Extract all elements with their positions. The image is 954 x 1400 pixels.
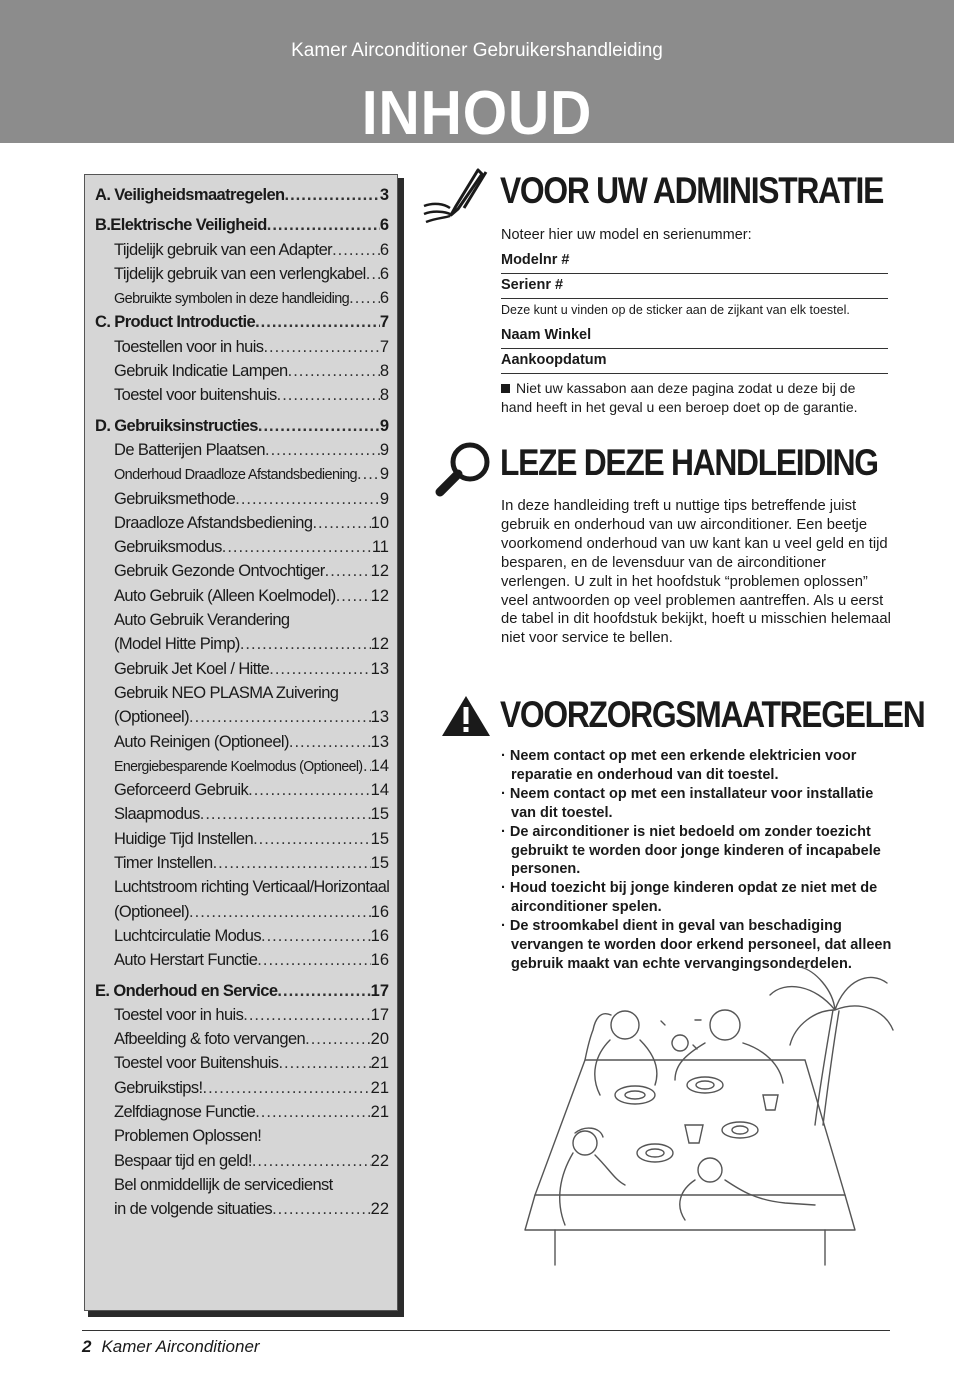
toc-leader-dots: [278, 1051, 370, 1075]
toc-entry-label: Bespaar tijd en geld!: [114, 1151, 252, 1170]
toc-page-number: 9: [379, 489, 389, 508]
toc-leader-dots: [252, 1149, 371, 1173]
toc-page-number: 8: [379, 386, 389, 405]
toc-entry-row: [95, 657, 389, 681]
toc-page-number: 12: [370, 635, 389, 654]
purchase-date-field[interactable]: Aankoopdatum: [501, 348, 888, 374]
toc-leader-dots: [267, 213, 380, 237]
toc-entry-row: [95, 778, 389, 802]
toc-entry-label: Luchtstroom richting Verticaal/Horizontaal: [114, 878, 389, 897]
toc-page-number: 16: [370, 926, 389, 945]
toc-leader-dots: [289, 730, 371, 754]
toc-page-number: 13: [370, 732, 389, 751]
toc-page-number: 11: [371, 538, 389, 557]
toc-page-number: 17: [370, 981, 389, 1000]
toc-entry-row: [95, 383, 389, 407]
footer-text: Kamer Airconditioner: [101, 1337, 260, 1356]
precaution-item: · Neem contact op met een installateur voor installatie van dit toestel.: [501, 785, 893, 823]
toc-entry-row: [95, 900, 389, 924]
toc-leader-dots: [277, 979, 370, 1003]
header-subtitle: Kamer Airconditioner Gebruikershandleiding: [291, 40, 663, 61]
toc-entry-label: Gebruiksmethode: [114, 489, 236, 508]
toc-entry-row: [95, 681, 389, 705]
toc-entry-label: Tijdelijk gebruik van een Adapter: [114, 240, 333, 259]
toc-entry-row: [95, 1173, 389, 1197]
toc-entry-label: Luchtcirculatie Modus: [114, 926, 261, 945]
toc-leader-dots: [349, 286, 380, 310]
toc-page-number: 20: [370, 1030, 389, 1049]
toc-page-number: 22: [370, 1151, 389, 1170]
toc-entry-label: Zelfdiagnose Functie: [114, 1102, 256, 1121]
toc-page-number: 6: [379, 289, 389, 308]
toc-entry-row: [95, 335, 389, 359]
toc-leader-dots: [332, 238, 380, 262]
page-title: INHOUD: [361, 79, 593, 148]
toc-entry-label: B.Elektrische Veiligheid: [95, 216, 267, 235]
receipt-note-text: Niet uw kassabon aan deze pagina zodat u deze bij de hand heeft in het geval u een beroep doet op de garantie.: [501, 380, 858, 415]
toc-list: [95, 183, 389, 1221]
toc-leader-dots: [253, 827, 371, 851]
toc-entry-row: [95, 730, 389, 754]
toc-page-number: 6: [379, 216, 389, 235]
toc-page-number: 16: [370, 951, 389, 970]
toc-entry-row: [95, 535, 389, 559]
toc-page-number: 13: [370, 708, 389, 727]
toc-page-number: 17: [370, 1005, 389, 1024]
toc-page-number: 16: [370, 902, 389, 921]
toc-page-number: 14: [370, 756, 389, 775]
toc-entry-label: Auto Herstart Functie: [114, 951, 258, 970]
toc-entry-label: Toestel voor in huis: [114, 1005, 244, 1024]
toc-leader-dots: [243, 1003, 370, 1027]
precaution-item: · De airconditioner is niet bedoeld om zonder toezicht gebruikt te worden door jonge kinderen of incapabele personen.: [501, 823, 893, 880]
toc-section-row: [95, 213, 389, 237]
toc-page-number: 7: [379, 313, 389, 332]
toc-leader-dots: [325, 559, 371, 583]
toc-entry-label: De Batterijen Plaatsen: [114, 440, 265, 459]
toc-leader-dots: [312, 511, 370, 535]
toc-entry-label: Gebruik Gezonde Ontvochtiger: [114, 562, 325, 581]
toc-leader-dots: [263, 335, 379, 359]
toc-leader-dots: [213, 851, 371, 875]
toc-page-number: 10: [370, 513, 389, 532]
warning-icon: [440, 694, 492, 738]
toc-leader-dots: [336, 584, 371, 608]
toc-entry-label: C. Product Introductie: [95, 313, 256, 332]
toc-entry-row: [95, 584, 389, 608]
toc-leader-dots: [257, 948, 370, 972]
square-bullet-icon: [501, 384, 510, 393]
toc-entry-label: D. Gebruiksinstructies: [95, 416, 258, 435]
toc-entry-label: Geforceerd Gebruik: [114, 781, 249, 800]
pen-icon: [420, 166, 492, 224]
toc-entry-row: [95, 1100, 389, 1124]
toc-entry-label: Gebruikte symbolen in deze handleiding: [114, 291, 350, 308]
picnic-illustration: [515, 965, 895, 1270]
read-title: LEZE DEZE HANDLEIDING: [500, 442, 878, 483]
toc-entry-row: [95, 705, 389, 729]
toc-entry-label: in de volgende situaties: [114, 1200, 273, 1219]
toc-page-number: 21: [370, 1102, 389, 1121]
toc-leader-dots: [305, 1027, 371, 1051]
toc-page-number: 15: [370, 805, 389, 824]
toc-page-number: 3: [379, 186, 389, 204]
toc-leader-dots: [277, 383, 380, 407]
toc-leader-dots: [200, 802, 371, 826]
toc-leader-dots: [255, 1100, 370, 1124]
toc-entry-row: [95, 948, 389, 972]
page-footer: [82, 1337, 260, 1357]
toc-page-number: 9: [379, 440, 389, 459]
toc-page-number: 9: [379, 416, 389, 435]
toc-entry-label: Tijdelijk gebruik van een verlengkabel: [114, 264, 366, 283]
toc-page-number: 12: [370, 586, 389, 605]
table-of-contents: [84, 174, 398, 1311]
toc-leader-dots: [240, 632, 371, 656]
footer-divider: [82, 1330, 890, 1331]
toc-leader-dots: [288, 359, 380, 383]
store-name-field[interactable]: Naam Winkel: [501, 323, 888, 349]
toc-entry-row: [95, 559, 389, 583]
read-body: In deze handleiding treft u nuttige tips betreffende juist gebruik en onderhoud van uw airconditioner. Een beetje voorkomend onderhoud van uw kant kan u veel geld en tijd besparen, en de levensduur van de airconditioner verlengen. U zult in het hoofdstuk “problemen oplossen” veel antwoorden op veel problemen aantreffen. Als u eerst de tabel in dit hoofdstuk bekijkt, hoeft u misschien helemaal niet voor service te bellen.: [501, 498, 891, 647]
toc-entry-label: E. Onderhoud en Service: [95, 981, 278, 1000]
receipt-note: [501, 379, 888, 417]
admin-title: VOOR UW ADMINISTRATIE: [500, 170, 884, 211]
toc-entry-label: Timer Instellen: [114, 854, 213, 873]
toc-entry-label: Onderhoud Draadloze Afstandsbediening: [114, 467, 358, 484]
toc-entry-row: [95, 238, 389, 262]
toc-entry-row: [95, 1076, 389, 1100]
toc-leader-dots: [248, 778, 371, 802]
page-number: 2: [82, 1337, 92, 1356]
toc-leader-dots: [255, 310, 380, 334]
toc-entry-label: Afbeelding & foto vervangen: [114, 1030, 306, 1049]
page-header: [0, 0, 954, 148]
precautions-title: VOORZORGSMAATREGELEN: [500, 694, 925, 735]
toc-entry-row: [95, 875, 389, 899]
toc-entry-label: Gebruik Indicatie Lampen: [114, 362, 288, 381]
toc-entry-label: (Optioneel): [114, 708, 190, 727]
toc-entry-row: [95, 262, 389, 286]
toc-entry-row: [95, 754, 389, 778]
toc-entry-label: Bel onmiddellijk de servicedienst: [114, 1175, 333, 1194]
toc-entry-label: Energiebesparende Koelmodus (Optioneel): [114, 758, 363, 775]
toc-entry-label: Toestel voor Buitenshuis: [114, 1054, 279, 1073]
toc-leader-dots: [272, 1197, 371, 1221]
toc-entry-row: [95, 487, 389, 511]
toc-section-row: [95, 183, 389, 207]
toc-entry-row: [95, 462, 389, 486]
toc-entry-row: [95, 1149, 389, 1173]
toc-entry-row: [95, 438, 389, 462]
admin-intro: Noteer hier uw model en serienummer:: [501, 227, 752, 243]
toc-page-number: 14: [370, 781, 389, 800]
toc-page-number: 6: [379, 240, 389, 259]
precautions-list: [501, 747, 893, 974]
toc-page-number: 21: [370, 1078, 389, 1097]
toc-page-number: 12: [370, 562, 389, 581]
toc-entry-label: Toestellen voor in huis: [114, 337, 264, 356]
toc-leader-dots: [222, 535, 372, 559]
toc-page-number: 15: [370, 854, 389, 873]
toc-leader-dots: [261, 924, 371, 948]
toc-leader-dots: [203, 1076, 371, 1100]
toc-entry-label: Auto Gebruik Verandering: [114, 611, 290, 630]
magnifier-icon: [434, 440, 494, 498]
toc-leader-dots: [269, 657, 370, 681]
toc-leader-dots: [189, 705, 371, 729]
toc-leader-dots: [357, 462, 380, 486]
toc-section-row: [95, 414, 389, 438]
toc-entry-label: Slaapmodus: [114, 805, 200, 824]
toc-page-number: 7: [379, 337, 389, 356]
precaution-item: · De stroomkabel dient in geval van beschadiging vervangen te worden door erkend personeel, dat alleen gebruik maakt van echte vervangingsonderdelen.: [501, 917, 893, 974]
toc-entry-row: [95, 359, 389, 383]
toc-leader-dots: [258, 414, 380, 438]
toc-entry-label: A. Veiligheidsmaatregelen: [95, 186, 285, 204]
toc-entry-label: Gebruik NEO PLASMA Zuivering: [114, 683, 339, 702]
toc-leader-dots: [363, 754, 371, 778]
toc-entry-row: [95, 802, 389, 826]
toc-entry-label: (Optioneel): [114, 902, 190, 921]
precaution-item: · Neem contact op met een erkende elektricien voor reparatie en onderhoud van dit toestel.: [501, 747, 893, 785]
toc-entry-row: [95, 1027, 389, 1051]
toc-entry-row: [95, 632, 389, 656]
toc-page-number: 6: [379, 264, 389, 283]
toc-entry-row: [95, 608, 389, 632]
toc-entry-label: Problemen Oplossen!: [114, 1127, 262, 1146]
toc-leader-dots: [189, 900, 371, 924]
toc-entry-row: [95, 924, 389, 948]
toc-section-row: [95, 310, 389, 334]
toc-page-number: 21: [370, 1054, 389, 1073]
toc-leader-dots: [366, 262, 380, 286]
model-number-field[interactable]: Modelnr #: [501, 248, 888, 274]
toc-entry-row: [95, 1003, 389, 1027]
toc-section-row: [95, 979, 389, 1003]
serial-number-field[interactable]: Serienr #: [501, 273, 888, 299]
toc-page-number: 15: [370, 829, 389, 848]
toc-entry-label: Gebruikstips!: [114, 1078, 203, 1097]
toc-entry-label: Draadloze Afstandsbediening: [114, 513, 313, 532]
toc-entry-label: Gebruiksmodus: [114, 538, 222, 557]
toc-entry-label: Gebruik Jet Koel / Hitte: [114, 659, 270, 678]
sticker-note: Deze kunt u vinden op de sticker aan de zijkant van elk toestel.: [501, 303, 850, 317]
toc-entry-row: [95, 851, 389, 875]
toc-entry-row: [95, 1197, 389, 1221]
toc-entry-row: [95, 1051, 389, 1075]
toc-entry-row: [95, 1124, 389, 1148]
toc-page-number: 13: [370, 659, 389, 678]
toc-entry-label: Auto Reinigen (Optioneel): [114, 732, 289, 751]
toc-page-number: 8: [379, 362, 389, 381]
toc-leader-dots: [235, 487, 380, 511]
toc-page-number: 9: [379, 465, 389, 484]
toc-entry-row: [95, 827, 389, 851]
toc-entry-label: Auto Gebruik (Alleen Koelmodel): [114, 586, 336, 605]
toc-leader-dots: [285, 183, 380, 207]
toc-entry-row: [95, 511, 389, 535]
toc-entry-label: Huidige Tijd Instellen: [114, 829, 254, 848]
precaution-item: · Houd toezicht bij jonge kinderen opdat ze niet met de airconditioner spelen.: [501, 879, 893, 917]
toc-entry-row: [95, 286, 389, 310]
toc-entry-label: (Model Hitte Pimp): [114, 635, 240, 654]
toc-leader-dots: [265, 438, 380, 462]
toc-entry-label: Toestel voor buitenshuis: [114, 386, 277, 405]
toc-page-number: 22: [370, 1200, 389, 1219]
